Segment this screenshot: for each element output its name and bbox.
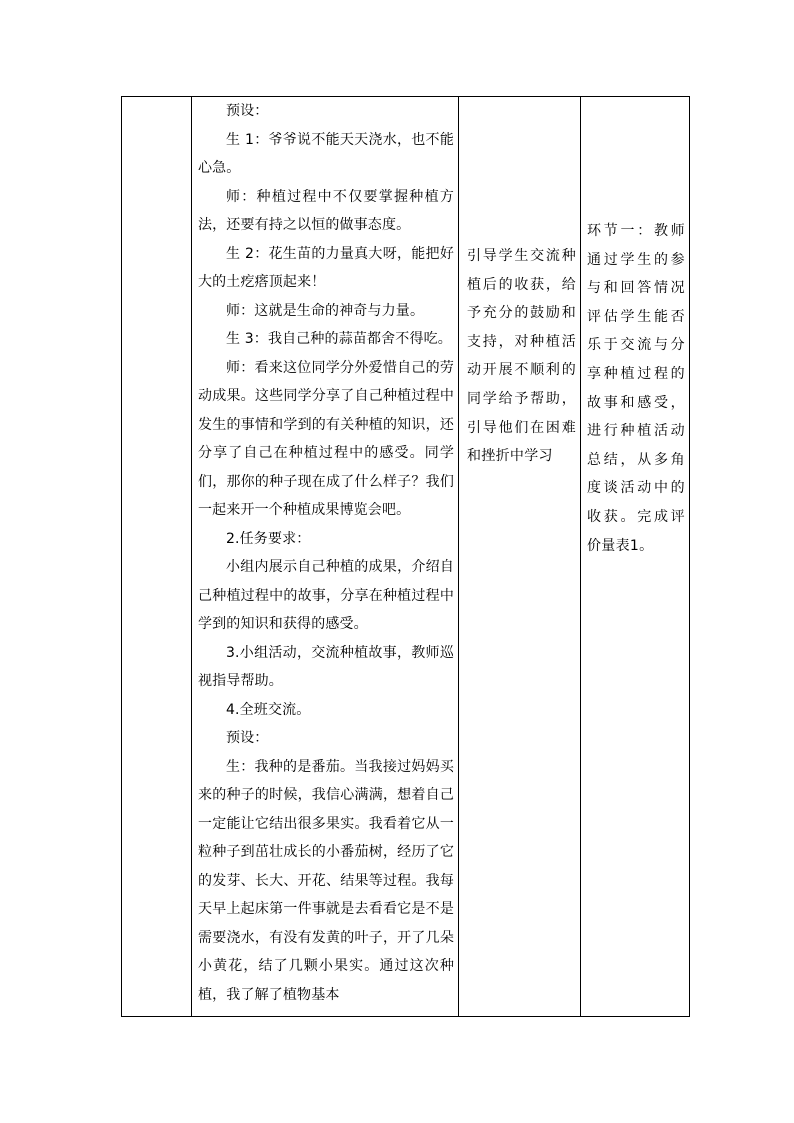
paragraph: 师：这就是生命的神奇与力量。 [226, 302, 425, 319]
design-intent-text [467, 242, 576, 471]
teaching-process-text [198, 97, 454, 1009]
paragraph: 环节一：教师通过学生的参与和回答情况评估学生能否乐于交流与分享种植过程的故事和感受，进行种植活动总结，从多角度谈活动中的收获。完成评价量表1。 [587, 223, 685, 554]
paragraph: 2.任务要求： [226, 530, 311, 547]
table-cell-blank [122, 97, 192, 1016]
paragraph: 师：种植过程中不仅要掌握种植方法，还要有持之以恒的做事态度。 [198, 188, 454, 233]
paragraph: 3.小组活动，交流种植故事，教师巡视指导帮助。 [198, 644, 454, 689]
table-cell-teaching-process [192, 97, 459, 1016]
evaluation-text [587, 217, 685, 560]
paragraph: 生 1：爷爷说不能天天浇水，也不能心急。 [198, 131, 454, 176]
lesson-table [121, 96, 690, 1017]
table-cell-design-intent [459, 97, 581, 1016]
paragraph: 小组内展示自己种植的成果，介绍自己种植过程中的故事，分享在种植过程中学到的知识和获得的感受。 [198, 559, 454, 632]
paragraph: 生：我种的是番茄。当我接过妈妈买来的种子的时候，我信心满满，想着自己一定能让它结出很多果实。我看着它从一粒种子到茁壮成长的小番茄树，经历了它的发芽、长大、开花、结果等过程。我每天早上起床第一件事就是去看看它是不是需要浇水，有没有发黄的叶子，开了几朵小黄花，结了几颗小果实。通过这次种植，我了解了植物基本 [198, 758, 454, 1003]
paragraph: 生 2：花生苗的力量真大呀，能把好大的土疙瘩顶起来！ [198, 245, 454, 290]
table-cell-evaluation [581, 97, 689, 1016]
paragraph: 生 3：我自己种的蒜苗都舍不得吃。 [226, 331, 452, 347]
paragraph: 师：看来这位同学分外爱惜自己的劳动成果。这些同学分享了自己种植过程中发生的事情和学到的有关种植的知识，还分享了自己在种植过程中的感受。同学们，那你的种子现在成了什么样子？我们一起来开一个种植成果博览会吧。 [198, 359, 454, 518]
paragraph: 4.全班交流。 [226, 701, 311, 718]
paragraph: 预设： [226, 730, 269, 746]
paragraph: 预设： [226, 103, 269, 119]
paragraph: 引导学生交流种植后的收获，给予充分的鼓励和支持，对种植活动开展不顺利的同学给予帮助，引导他们在困难和挫折中学习 [467, 248, 576, 465]
